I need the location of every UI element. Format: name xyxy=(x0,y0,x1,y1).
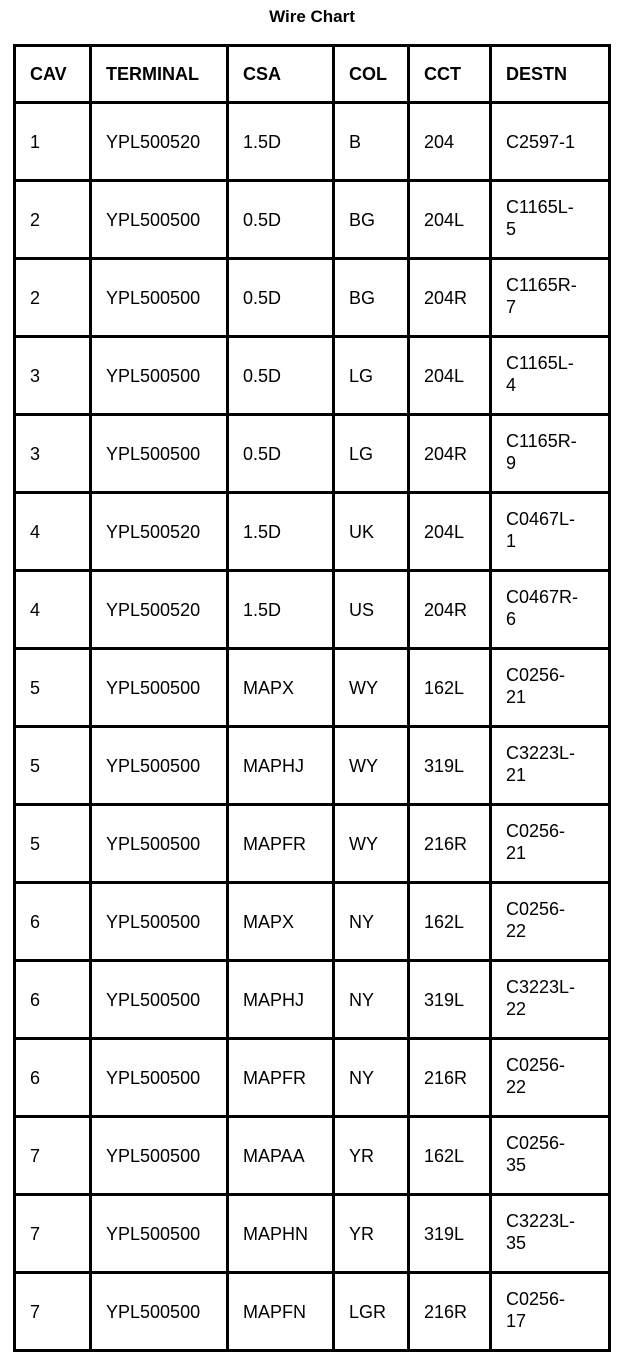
cell-destn: C0256- 17 xyxy=(491,1273,610,1351)
cell-cct: 162L xyxy=(409,649,491,727)
cell-csa: 1.5D xyxy=(228,571,334,649)
cell-csa: MAPX xyxy=(228,649,334,727)
cell-destn: C1165R- 7 xyxy=(491,259,610,337)
cell-col: LGR xyxy=(334,1273,409,1351)
cell-terminal: YPL500500 xyxy=(91,181,228,259)
cell-cct: 204R xyxy=(409,571,491,649)
cell-terminal: YPL500520 xyxy=(91,493,228,571)
cell-cct: 204 xyxy=(409,103,491,181)
table-row xyxy=(15,1195,610,1273)
header-row xyxy=(15,46,610,103)
cell-cav: 6 xyxy=(15,883,91,961)
cell-terminal: YPL500520 xyxy=(91,103,228,181)
cell-cav: 4 xyxy=(15,571,91,649)
cell-cct: 204R xyxy=(409,415,491,493)
table-row xyxy=(15,805,610,883)
cell-col: NY xyxy=(334,1039,409,1117)
cell-cct: 319L xyxy=(409,1195,491,1273)
table-row xyxy=(15,181,610,259)
cell-csa: MAPHN xyxy=(228,1195,334,1273)
cell-terminal: YPL500500 xyxy=(91,259,228,337)
cell-cct: 204L xyxy=(409,493,491,571)
cell-terminal: YPL500500 xyxy=(91,1117,228,1195)
cell-csa: 0.5D xyxy=(228,415,334,493)
table-row xyxy=(15,649,610,727)
cell-cav: 3 xyxy=(15,415,91,493)
column-header-col: COL xyxy=(334,46,409,103)
table-row xyxy=(15,1273,610,1351)
column-header-csa: CSA xyxy=(228,46,334,103)
cell-csa: 1.5D xyxy=(228,103,334,181)
cell-cav: 3 xyxy=(15,337,91,415)
cell-destn: C3223L- 22 xyxy=(491,961,610,1039)
table-row xyxy=(15,259,610,337)
column-header-cct: CCT xyxy=(409,46,491,103)
table-row xyxy=(15,415,610,493)
table-row xyxy=(15,883,610,961)
cell-terminal: YPL500500 xyxy=(91,961,228,1039)
cell-cct: 216R xyxy=(409,805,491,883)
cell-terminal: YPL500500 xyxy=(91,1273,228,1351)
cell-col: WY xyxy=(334,649,409,727)
cell-cav: 6 xyxy=(15,1039,91,1117)
cell-cav: 6 xyxy=(15,961,91,1039)
table-row xyxy=(15,1039,610,1117)
page-title: Wire Chart xyxy=(269,7,355,26)
cell-csa: MAPX xyxy=(228,883,334,961)
cell-destn: C0256- 22 xyxy=(491,1039,610,1117)
column-header-terminal: TERMINAL xyxy=(91,46,228,103)
cell-terminal: YPL500500 xyxy=(91,415,228,493)
cell-csa: MAPHJ xyxy=(228,727,334,805)
cell-terminal: YPL500500 xyxy=(91,727,228,805)
cell-col: UK xyxy=(334,493,409,571)
cell-cct: 204L xyxy=(409,337,491,415)
cell-csa: MAPFR xyxy=(228,1039,334,1117)
cell-cct: 162L xyxy=(409,1117,491,1195)
column-header-destn: DESTN xyxy=(491,46,610,103)
cell-col: YR xyxy=(334,1195,409,1273)
cell-cav: 5 xyxy=(15,805,91,883)
cell-col: NY xyxy=(334,883,409,961)
cell-csa: 1.5D xyxy=(228,493,334,571)
cell-cct: 216R xyxy=(409,1273,491,1351)
cell-cct: 162L xyxy=(409,883,491,961)
cell-col: BG xyxy=(334,181,409,259)
cell-csa: 0.5D xyxy=(228,259,334,337)
cell-terminal: YPL500500 xyxy=(91,1039,228,1117)
column-header-cav: CAV xyxy=(15,46,91,103)
cell-destn: C0467R- 6 xyxy=(491,571,610,649)
cell-terminal: YPL500500 xyxy=(91,337,228,415)
cell-csa: MAPHJ xyxy=(228,961,334,1039)
cell-destn: C1165R- 9 xyxy=(491,415,610,493)
cell-col: B xyxy=(334,103,409,181)
cell-destn: C0256- 21 xyxy=(491,649,610,727)
cell-col: LG xyxy=(334,337,409,415)
cell-terminal: YPL500500 xyxy=(91,805,228,883)
cell-terminal: YPL500520 xyxy=(91,571,228,649)
cell-destn: C0256- 21 xyxy=(491,805,610,883)
cell-terminal: YPL500500 xyxy=(91,649,228,727)
cell-destn: C0256- 35 xyxy=(491,1117,610,1195)
table-row xyxy=(15,103,610,181)
cell-col: LG xyxy=(334,415,409,493)
cell-cav: 5 xyxy=(15,727,91,805)
cell-csa: 0.5D xyxy=(228,181,334,259)
cell-col: WY xyxy=(334,727,409,805)
wire-chart-table xyxy=(13,44,611,1352)
table-row xyxy=(15,337,610,415)
cell-cav: 4 xyxy=(15,493,91,571)
cell-cav: 7 xyxy=(15,1273,91,1351)
cell-cav: 5 xyxy=(15,649,91,727)
cell-csa: 0.5D xyxy=(228,337,334,415)
cell-cav: 1 xyxy=(15,103,91,181)
table-row xyxy=(15,571,610,649)
table-row xyxy=(15,727,610,805)
cell-terminal: YPL500500 xyxy=(91,1195,228,1273)
cell-col: YR xyxy=(334,1117,409,1195)
cell-destn: C1165L- 5 xyxy=(491,181,610,259)
cell-destn: C0256- 22 xyxy=(491,883,610,961)
cell-destn: C1165L- 4 xyxy=(491,337,610,415)
cell-cct: 204R xyxy=(409,259,491,337)
cell-col: NY xyxy=(334,961,409,1039)
cell-destn: C3223L- 35 xyxy=(491,1195,610,1273)
cell-cct: 204L xyxy=(409,181,491,259)
cell-csa: MAPFN xyxy=(228,1273,334,1351)
cell-cav: 2 xyxy=(15,181,91,259)
cell-cav: 7 xyxy=(15,1195,91,1273)
cell-cct: 216R xyxy=(409,1039,491,1117)
cell-col: US xyxy=(334,571,409,649)
table-row xyxy=(15,493,610,571)
table-row xyxy=(15,961,610,1039)
cell-cav: 7 xyxy=(15,1117,91,1195)
cell-cct: 319L xyxy=(409,961,491,1039)
table-row xyxy=(15,1117,610,1195)
cell-destn: C0467L- 1 xyxy=(491,493,610,571)
cell-cav: 2 xyxy=(15,259,91,337)
cell-destn: C2597-1 xyxy=(491,103,610,181)
cell-cct: 319L xyxy=(409,727,491,805)
cell-col: BG xyxy=(334,259,409,337)
cell-col: WY xyxy=(334,805,409,883)
cell-csa: MAPFR xyxy=(228,805,334,883)
cell-terminal: YPL500500 xyxy=(91,883,228,961)
cell-csa: MAPAA xyxy=(228,1117,334,1195)
cell-destn: C3223L- 21 xyxy=(491,727,610,805)
